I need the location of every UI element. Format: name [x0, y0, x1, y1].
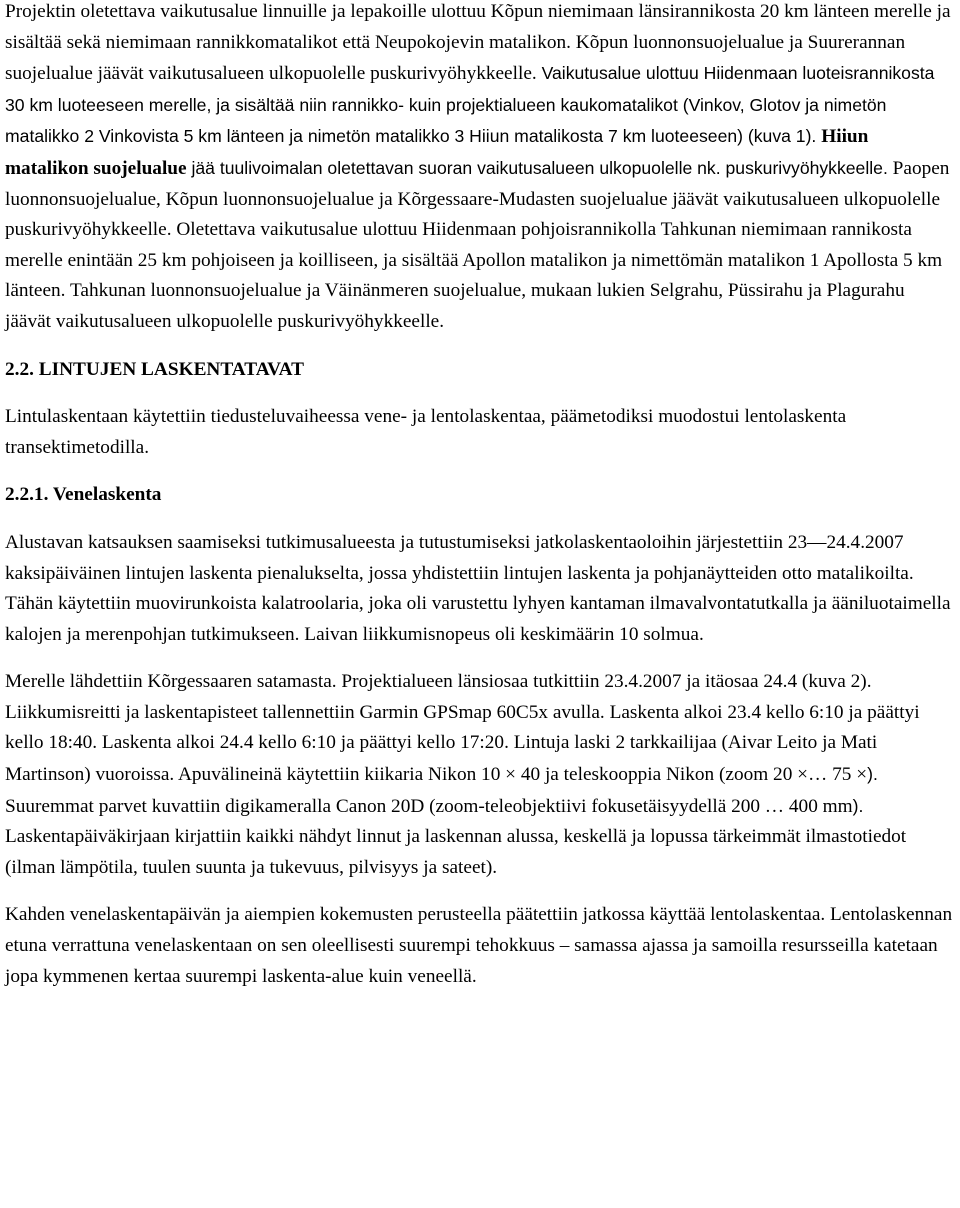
- subsection-heading: 2.2.1. Venelaskenta: [5, 484, 162, 506]
- paragraph-boat-survey: Alustavan katsauksen saamiseksi tutkimusalueesta ja tutustumiseksi jatkolaskentaoloihin järjestettiin 23—24.4.2007 kaksipäiväinen lintujen laskenta pienalukselta, jossa yhdistettiin lintujen laskenta ja pohjanäytteiden otto matalikoilta. Tähän käytettiin muovirunkoista kalatroolaria, joka oli varustettu lyhyen kantaman ilmavalvontatutkalla ja ääniluotaimella kalojen ja merenpohjan tutkimukseen. Laivan liikkumisnopeus oli keskimäärin 10 solmua.: [5, 531, 951, 645]
- paragraph-counting-methods: Lintulaskentaan käytettiin tiedusteluvaiheessa vene- ja lentolaskentaa, päämetodiksi muodostui lentolaskenta transektimetodilla.: [5, 406, 847, 458]
- document-page: [5, 0, 955, 992]
- text-run: ).: [867, 764, 878, 785]
- paragraph-gap: [5, 385, 955, 402]
- text-run: Paopen luonnonsuojelualue, Kõpun luonnonsuojelualue ja Kõrgessaare-Mudasten suojelualue jäävät vaikutusalueen ulkopuolelle puskurivyöhykkeelle. Oletettava vaikutusalue ulottuu Hiidenmaan pohjoisrannikolla Tahkunan niemimaan rannikosta merelle enintään 25 km pohjoiseen ja koilliseen, ja sisältää Apollon matalikon ja nimettömän matalikon 1 Apollosta 5 km länteen. Tahkunan luonnonsuojelualue ja Väinänmeren suojelualue, mukaan lukien Selgrahu, Püssirahu ja Plagurahu jäävät vaikutusalueen ulkopuolelle puskurivyöhykkeelle.: [5, 157, 950, 332]
- paragraph-conclusion: Kahden venelaskentapäivän ja aiempien kokemusten perusteella päätettiin jatkossa käyttää lentolaskentaa. Lentolaskennan etuna verrattuna venelaskentaan on sen oleellisesti suurempi tehokkuus – samassa ajassa ja samoilla resursseilla katetaan jopa kymmenen kertaa suurempi laskenta-alue kuin veneellä.: [5, 904, 953, 987]
- text-run: Vaikutusalue ulottuu Hiidenmaan luoteisrannikosta 30 km luoteeseen merelle, ja sisältää niin rannikko- kuin projektialueen kaukomatalikot (Vinkov, Glotov ja nimetön matalikko 2 Vinkovista 5 km länteen ja nimetön matalikko 3 Hiiun matalikosta 7 km luoteeseen) (kuva 1).: [5, 63, 935, 147]
- paragraph-gap: [5, 338, 955, 355]
- text-run: Projektin oletettava vaikutusalue linnuille ja lepakoille ulottuu Kõpun niemimaan länsirannikosta 20 km länteen merelle ja sisältää sekä niemimaan rannikkomatalikot että Neupokojevin matalikon.: [5, 1, 951, 53]
- text-run: Kõpun luonnonsuojelualue ja Suurerannan suojelualue jäävät vaikutusalueen ulkopuolelle puskurivyöhykkeelle.: [5, 31, 906, 85]
- paragraph-gap: [5, 883, 955, 900]
- text-run: jää tuulivoimalan oletettavan suoran vaikutusalueen ulkopuolelle nk. puskurivyöhykkeelle.: [186, 157, 888, 178]
- section-heading: 2.2. LINTUJEN LASKENTATAVAT: [5, 358, 304, 380]
- text-run: Laskentapäiväkirjaan kirjattiin kaikki nähdyt linnut ja laskennan alussa, keskellä ja lopussa tärkeimmät ilmastotiedot (ilman lämpötila, tuulen suunta ja tukevuus, pilvisyys ja sateet).: [5, 826, 907, 878]
- text-run: ).: [852, 795, 864, 816]
- bold-text-run: Hiiun matalikon suojelualue: [5, 126, 869, 179]
- text-run: Merelle lähdettiin Kõrgessaaren satamasta. Projektialueen länsiosaa tutkittiin 23.4.2007 ja itäosaa 24.4 (kuva 2). Liikkumisreitti ja laskentapisteet tallennettiin Garmin GPSmap 60C5x avulla. Laskenta alkoi 23.4 kello 6:10 ja päättyi kello 18:40. Laskenta alkoi 24.4 kello 6:10 ja päättyi kello 17:20. Lintuja laski 2 tarkkailijaa (Aivar Leito ja Mati Martinson) vuoroissa. Apuvälineinä käytettiin kiikaria Nikon 10 × 40 ja teleskooppia Nikon (zoom 20 ×… 75 ×: [5, 671, 920, 786]
- paragraph-gap: [5, 463, 955, 480]
- paragraph-gap: [5, 650, 955, 667]
- text-run: Suuremmat parvet kuvattiin digikameralla Canon 20D (zoom-teleobjektiivi fokusetäisyydellä 200 … 400 mm: [5, 795, 853, 817]
- paragraph-survey-details: [5, 667, 955, 883]
- paragraph-impact-area: [5, 0, 955, 338]
- paragraph-gap: [5, 511, 955, 528]
